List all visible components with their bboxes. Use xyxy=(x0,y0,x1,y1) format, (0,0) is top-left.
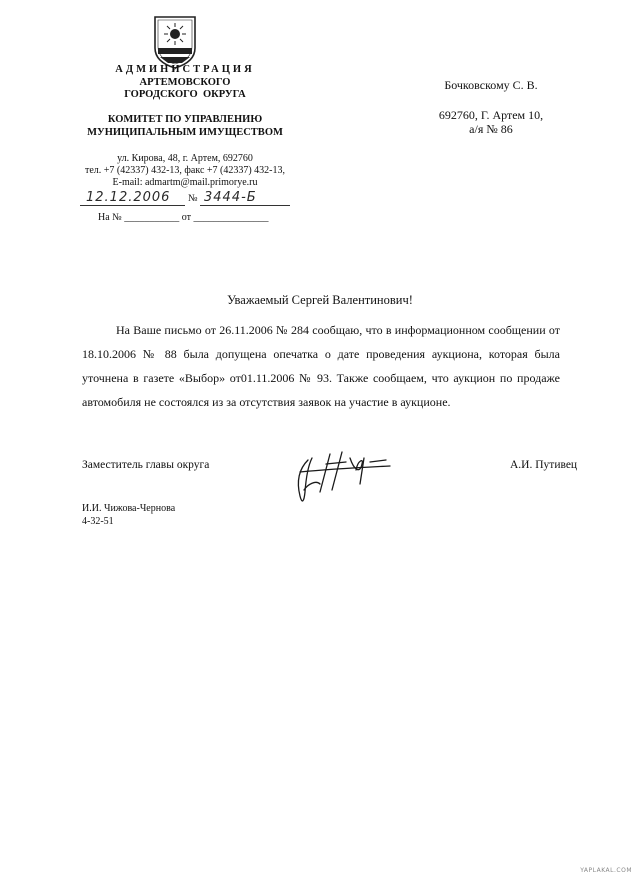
contact-block xyxy=(60,153,310,189)
executor-block xyxy=(82,503,175,528)
org-line-1: АДМИНИСТРАЦИЯ xyxy=(115,64,255,75)
letter-paragraph: На Ваше письмо от 26.11.2006 № 284 сообщаю, что в информационном сообщении от 18.10.2006 № 88 была допущена опечатка о дате проведения аукциона, которая была уточнена в газете «Выбор» от01.11.2006 № 93. Также сообщаем, что аукцион по продаже автомобиля не состоялся из за отсутствия заявок на участие в аукционе. xyxy=(82,323,560,409)
registration-date: 12.12.2006 xyxy=(86,190,171,205)
registration-line xyxy=(80,190,300,208)
signatory-name: А.И. Путивец xyxy=(510,459,578,471)
committee-line-1: КОМИТЕТ ПО УПРАВЛЕНИЮ xyxy=(107,114,263,125)
registration-number: 3444-Б xyxy=(204,190,257,205)
phone-line: тел. +7 (42337) 432-13, факс +7 (42337) 432-13, xyxy=(84,165,286,176)
organization-name xyxy=(60,64,310,102)
recipient-name: Бочковскому С. В. xyxy=(444,78,538,92)
committee-name xyxy=(60,114,310,139)
org-line-2: АРТЕМОВСКОГО xyxy=(139,76,231,88)
executor-name: И.И. Чижова-Чернова xyxy=(82,503,176,514)
handwritten-signature xyxy=(290,440,400,508)
letter-greeting: Уважаемый Сергей Валентинович! xyxy=(227,293,413,307)
recipient-address-1: 692760, Г. Артем 10, xyxy=(438,107,544,122)
signatory-title: Заместитель главы округа xyxy=(82,459,210,471)
coat-of-arms-icon xyxy=(152,14,198,70)
recipient-block xyxy=(396,78,586,137)
email-line: E-mail: admartm@mail.primorye.ru xyxy=(112,177,258,188)
address-line: ул. Кирова, 48, г. Артем, 692760 xyxy=(117,153,253,164)
registration-no-label: № xyxy=(188,193,198,204)
committee-line-2: МУНИЦИПАЛЬНЫМ ИМУЩЕСТВОМ xyxy=(87,126,283,138)
executor-phone: 4-32-51 xyxy=(82,515,114,527)
letter-body xyxy=(82,318,560,414)
reply-reference-line: На № ___________ от _______________ xyxy=(98,212,269,223)
org-line-3: ГОРОДСКОГО ОКРУГА xyxy=(124,89,246,100)
recipient-address-2: а/я № 86 xyxy=(469,122,513,136)
watermark: YAPLAKAL.COM xyxy=(580,867,632,874)
